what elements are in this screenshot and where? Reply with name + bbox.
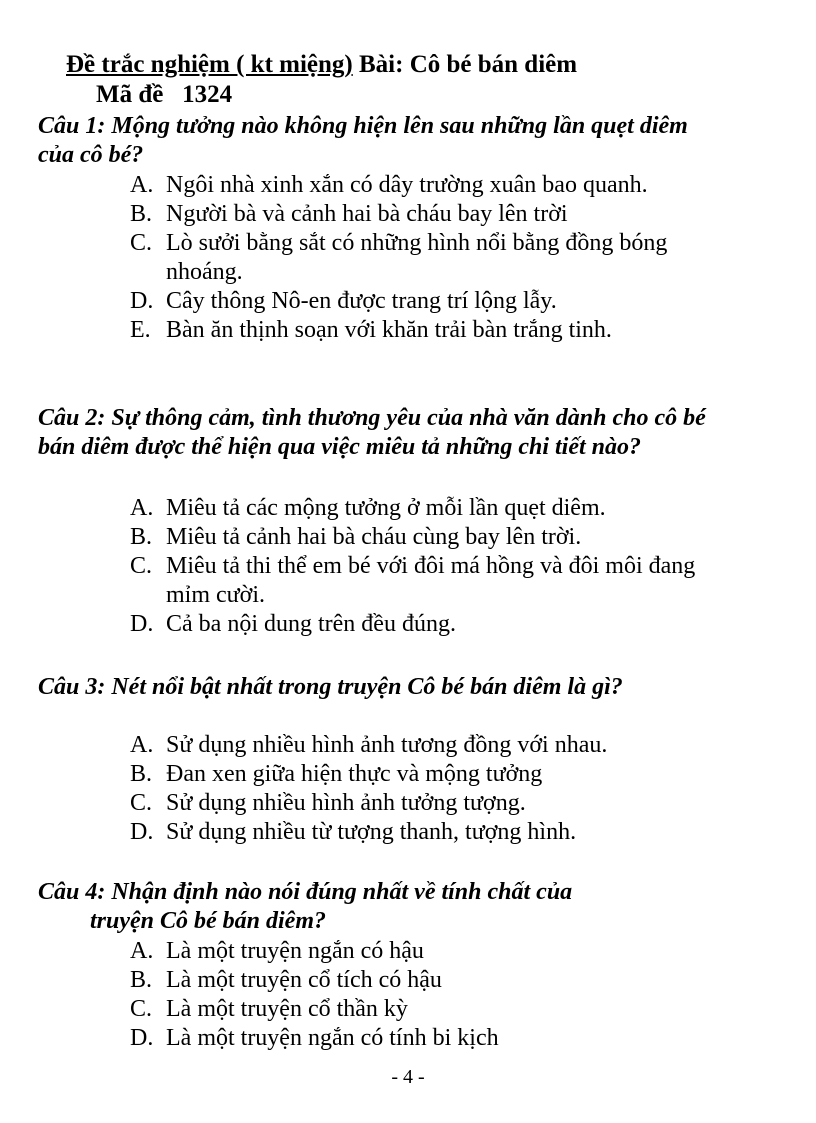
option-key: B. [130, 201, 153, 227]
option-key: C. [130, 996, 153, 1022]
option [130, 316, 730, 345]
option-key: B. [130, 524, 153, 550]
option [130, 818, 730, 847]
exam-code-label: Mã đề [96, 81, 164, 108]
option [130, 200, 730, 229]
option-key: B. [130, 761, 153, 787]
option-key: D. [130, 611, 154, 637]
option [130, 610, 730, 639]
option [130, 1024, 730, 1053]
page-number: - 4 - [391, 1066, 425, 1088]
option [130, 287, 730, 316]
exam-code [96, 80, 232, 110]
option-text: Cả ba nội dung trên đều đúng. [166, 611, 456, 637]
option-text: Ngôi nhà xinh xắn có dây trường xuân bao quanh. [166, 172, 648, 198]
option-key: A. [130, 172, 154, 198]
question-1-options [130, 171, 730, 345]
option-key: E. [130, 317, 151, 343]
option-text: Là một truyện ngắn có tính bi kịch [166, 1025, 499, 1051]
option-text: Là một truyện ngắn có hậu [166, 938, 424, 964]
option-text: Là một truyện cổ thần kỳ [166, 996, 408, 1022]
option-text: Cây thông Nô-en được trang trí lộng lẫy. [166, 288, 557, 314]
option [130, 229, 730, 287]
option-key: D. [130, 288, 154, 314]
question-2-options [130, 494, 730, 639]
question-4-line-2: truyện Cô bé bán diêm? [90, 908, 327, 934]
question-4 [38, 878, 728, 936]
option-key: C. [130, 553, 153, 579]
title-lesson: Bài: Cô bé bán diêm [352, 51, 578, 78]
exam-code-value: 1324 [182, 81, 233, 108]
option [130, 171, 730, 200]
option [130, 523, 730, 552]
option-text: Là một truyện cổ tích có hậu [166, 967, 442, 993]
option-key: D. [130, 1025, 154, 1051]
question-2: Câu 2: Sự thông cảm, tình thương yêu của nhà văn dành cho cô bé bán diêm được thể hiện qua việc miêu tả những chi tiết nào? [38, 405, 706, 460]
page-title [66, 50, 577, 80]
question-4-options [130, 937, 730, 1053]
option-text: Sử dụng nhiều hình ảnh tương đồng với nhau. [166, 732, 608, 758]
option [130, 494, 730, 523]
option [130, 552, 730, 610]
option-text: Người bà và cảnh hai bà cháu bay lên trời [166, 201, 568, 227]
title-underlined: Đề trắc nghiệm ( kt miệng) [66, 51, 353, 78]
option [130, 937, 730, 966]
question-3: Câu 3: Nét nổi bật nhất trong truyện Cô bé bán diêm là gì? [38, 674, 623, 700]
option [130, 966, 730, 995]
option-key: D. [130, 819, 154, 845]
option-key: C. [130, 790, 153, 816]
option-text: Bàn ăn thịnh soạn với khăn trải bàn trắng tinh. [166, 317, 612, 343]
option [130, 760, 730, 789]
question-1: Câu 1: Mộng tưởng nào không hiện lên sau những lần quẹt diêm của cô bé? [38, 113, 688, 168]
question-4-line-1: Câu 4: Nhận định nào nói đúng nhất về tính chất của [38, 879, 573, 905]
option-key: C. [130, 230, 153, 256]
option-text: Miêu tả cảnh hai bà cháu cùng bay lên trời. [166, 524, 582, 550]
option-text: Đan xen giữa hiện thực và mộng tưởng [166, 761, 543, 787]
option [130, 789, 730, 818]
option-key: A. [130, 495, 154, 521]
option [130, 995, 730, 1024]
option-text: Miêu tả thi thể em bé với đôi má hồng và đôi môi đang mỉm cười. [166, 553, 696, 608]
option-text: Lò sưởi bằng sắt có những hình nổi bằng đồng bóng nhoáng. [166, 230, 668, 285]
question-3-options [130, 731, 730, 847]
option-key: B. [130, 967, 153, 993]
option-key: A. [130, 732, 154, 758]
option-text: Sử dụng nhiều từ tượng thanh, tượng hình. [166, 819, 577, 845]
option-text: Sử dụng nhiều hình ảnh tưởng tượng. [166, 790, 526, 816]
option-text: Miêu tả các mộng tưởng ở mỗi lần quẹt diêm. [166, 495, 606, 521]
option-key: A. [130, 938, 154, 964]
option [130, 731, 730, 760]
